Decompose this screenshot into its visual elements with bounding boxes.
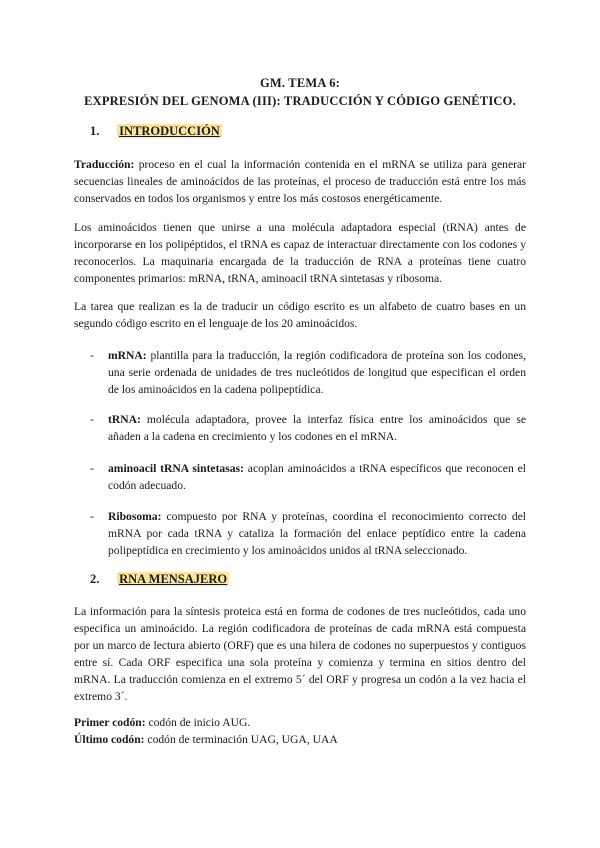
definition-ribosoma: compuesto por RNA y proteínas, coordina el reconocimiento correcto del mRNA por cada tRNA y cataliza la formación del enlace peptídico entre la cadena polipeptídica en crecimiento y los aminoácidos unidos al tRNA seleccionado. (108, 510, 526, 557)
paragraph-codones: La información para la síntesis proteica está en forma de codones de tres nucleótidos, cada uno especifica un aminoácido. La región codificadora de proteínas de cada mRNA está compuesta por un marco de lectura abierto (ORF) que es una hilera de codones no superpuestos y contiguos entre sí. Cada ORF especifica una sola proteína y comienza y termina en sitios dentro del mRNA. La traducción comienza en el extremo 5´ del ORF y progresa un codón a la vez hacia el extremo 3´. (74, 605, 526, 703)
definition-aminoacil: acoplan aminoácidos a tRNA específicos que reconocen el codón adecuado. (108, 462, 526, 492)
paragraph-aminoacidos: Los aminoácidos tienen que unirse a una molécula adaptadora especial (tRNA) antes de incorporarse en los polipéptidos, el tRNA es capaz de interactuar directamente con los codones y reconocerlos. La maquinaria encargada de la traducción de RNA a proteínas tiene cuatro componentes primarios: mRNA, tRNA, aminoacil tRNA sintetasas y ribosoma. (74, 221, 526, 285)
term-trna: tRNA: (108, 413, 141, 426)
section-number: 1. (90, 124, 100, 138)
term-mrna: mRNA: (108, 349, 147, 362)
document-title: GM. TEMA 6: (259, 76, 341, 90)
definition-primer-codon: codón de inicio AUG. (145, 716, 251, 729)
term-ultimo-codon: Último codón: (74, 733, 145, 746)
document-subtitle: EXPRESIÓN DEL GENOMA (III): TRADUCCIÓN Y CÓDIGO GENÉTICO. (84, 94, 516, 108)
paragraph-codon-limits (74, 714, 526, 748)
list-item-text (108, 347, 526, 398)
section-number: 2. (90, 572, 100, 586)
list-bullet: - (90, 510, 94, 523)
list-bullet: - (90, 349, 94, 362)
list-item-text (108, 411, 526, 445)
term-aminoacil: aminoacil tRNA sintetasas: (108, 462, 244, 475)
paragraph-traduccion (74, 156, 526, 207)
list-bullet: - (90, 462, 94, 475)
definition-ultimo-codon: codón de terminación UAG, UGA, UAA (144, 733, 338, 746)
paragraph-tarea: La tarea que realizan es la de traducir un código escrito es un alfabeto de cuatro bases en un segundo código escrito en el lenguaje de los 20 aminoácidos. (74, 300, 526, 330)
term-traduccion: Traducción: (74, 158, 135, 171)
section-label: RNA MENSAJERO (119, 572, 228, 586)
definition-traduccion: proceso en el cual la información contenida en el mRNA se utiliza para generar secuencias lineales de aminoácidos de las proteínas, el proceso de traducción está entre los más conservados en todos los organismos y entre los más costosos energéticamente. (74, 158, 526, 205)
section-heading-rna-mensajero (76, 572, 229, 587)
term-ribosoma: Ribosoma: (108, 510, 162, 523)
definition-mrna: plantilla para la traducción, la región codificadora de proteína son los codones, una serie ordenada de unidades de tres nucleótidos de longitud que especifican el orden de los aminoácidos en la cadena polipeptídica. (108, 349, 526, 396)
list-bullet: - (90, 413, 94, 426)
section-label: INTRODUCCIÓN (119, 124, 220, 138)
definition-trna: molécula adaptadora, provee la interfaz física entre los aminoácidos que se añaden a la cadena en crecimiento y los codones en el mRNA. (108, 413, 526, 443)
section-heading-introduccion (76, 124, 222, 139)
term-primer-codon: Primer codón: (74, 716, 146, 729)
list-item-text (108, 508, 526, 559)
list-item-text (108, 460, 526, 494)
